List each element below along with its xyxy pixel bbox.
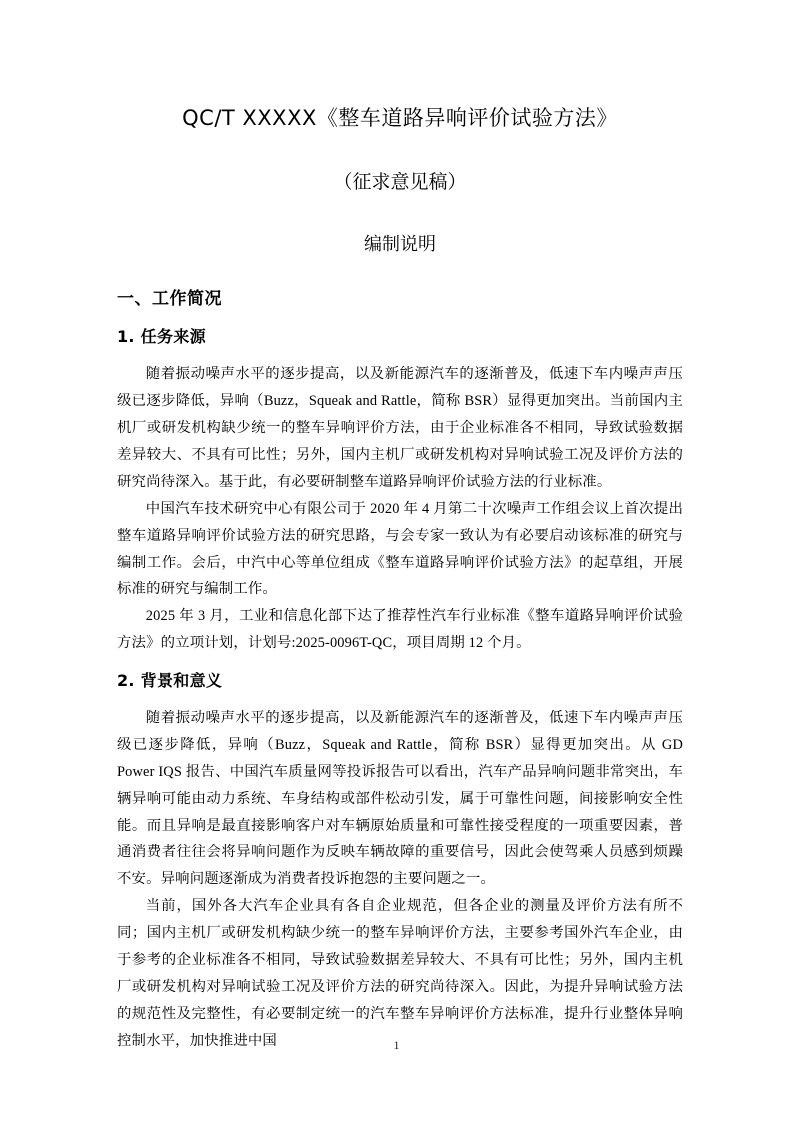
page-content [117, 0, 683, 1055]
document-title: QC/T XXXXX《整车道路异响评价试验方法》 [182, 106, 618, 130]
section-heading-1: 一、工作简况 [117, 289, 222, 310]
paragraph: 随着振动噪声水平的逐步提高，以及新能源汽车的逐渐普及，低速下车内噪声声压级已逐步降低，异响（Buzz，Squeak and Rattle，简称 BSR）显得更加突出。从 GD Power IQS 报告、中国汽车质量网等投诉报告可以看出，汽车产品异响问题非常突出，车辆异响可能由动力系统、车身结构或部件松动引发，属于可靠性问题，间接影响安全性能。而且异响是最直接影响客户对车辆原始质量和可靠性接受程度的一项重要因素，普通消费者往往会将异响问题作为反映车辆故障的重要信号，因此会使驾乘人员感到烦躁不安。异响问题逐渐成为消费者投诉抱怨的主要问题之一。 [117, 709, 683, 888]
subsection-heading-1-1: 1. 任务来源 [117, 327, 206, 347]
paragraph: 当前，国外各大汽车企业具有各自企业规范，但各企业的测量及评价方法有所不同；国内主机厂或研发机构缺少统一的整车异响评价方法，主要参考国外汽车企业，由于参考的企业标准各不相同，导致试验数据差异较大、不具有可比性；另外，国内主机厂或研发机构对异响试验工况及评价方法的研究尚待深入。因此，为提升异响试验方法的规范性及完整性，有必要制定统一的汽车整车异响评价方法标准，提升行业整体异响控制水平，加快推进中国 [117, 898, 683, 1049]
document-subtitle: （征求意见稿） [333, 171, 467, 194]
page-number: 1 [393, 1038, 400, 1052]
subsection-heading-1-2: 2. 背景和意义 [117, 671, 223, 691]
paragraph: 2025 年 3 月，工业和信息化部下达了推荐性汽车行业标准《整车道路异响评价试验方法》的立项计划，计划号:2025-0096T-QC，项目周期 12 个月。 [117, 608, 683, 652]
paragraph: 中国汽车技术研究中心有限公司于 2020 年 4 月第二十次噪声工作组会议上首次提出整车道路异响评价试验方法的研究思路，与会专家一致认为有必要启动该标准的研究与编制工作。会后，中汽中心等单位组成《整车道路异响评价试验方法》的起草组，开展标准的研究与编制工作。 [117, 500, 683, 598]
document-kind-label: 编制说明 [364, 233, 436, 255]
paragraph: 随着振动噪声水平的逐步提高，以及新能源汽车的逐渐普及，低速下车内噪声声压级已逐步降低，异响（Buzz，Squeak and Rattle，简称 BSR）显得更加突出。当前国内主机厂或研发机构缺少统一的整车异响评价方法，由于企业标准各不相同，导致试验数据差异较大、不具有可比性；另外，国内主机厂或研发机构对异响试验工况及评价方法的研究尚待深入。基于此，有必要研制整车道路异响评价试验方法的行业标准。 [117, 366, 683, 490]
